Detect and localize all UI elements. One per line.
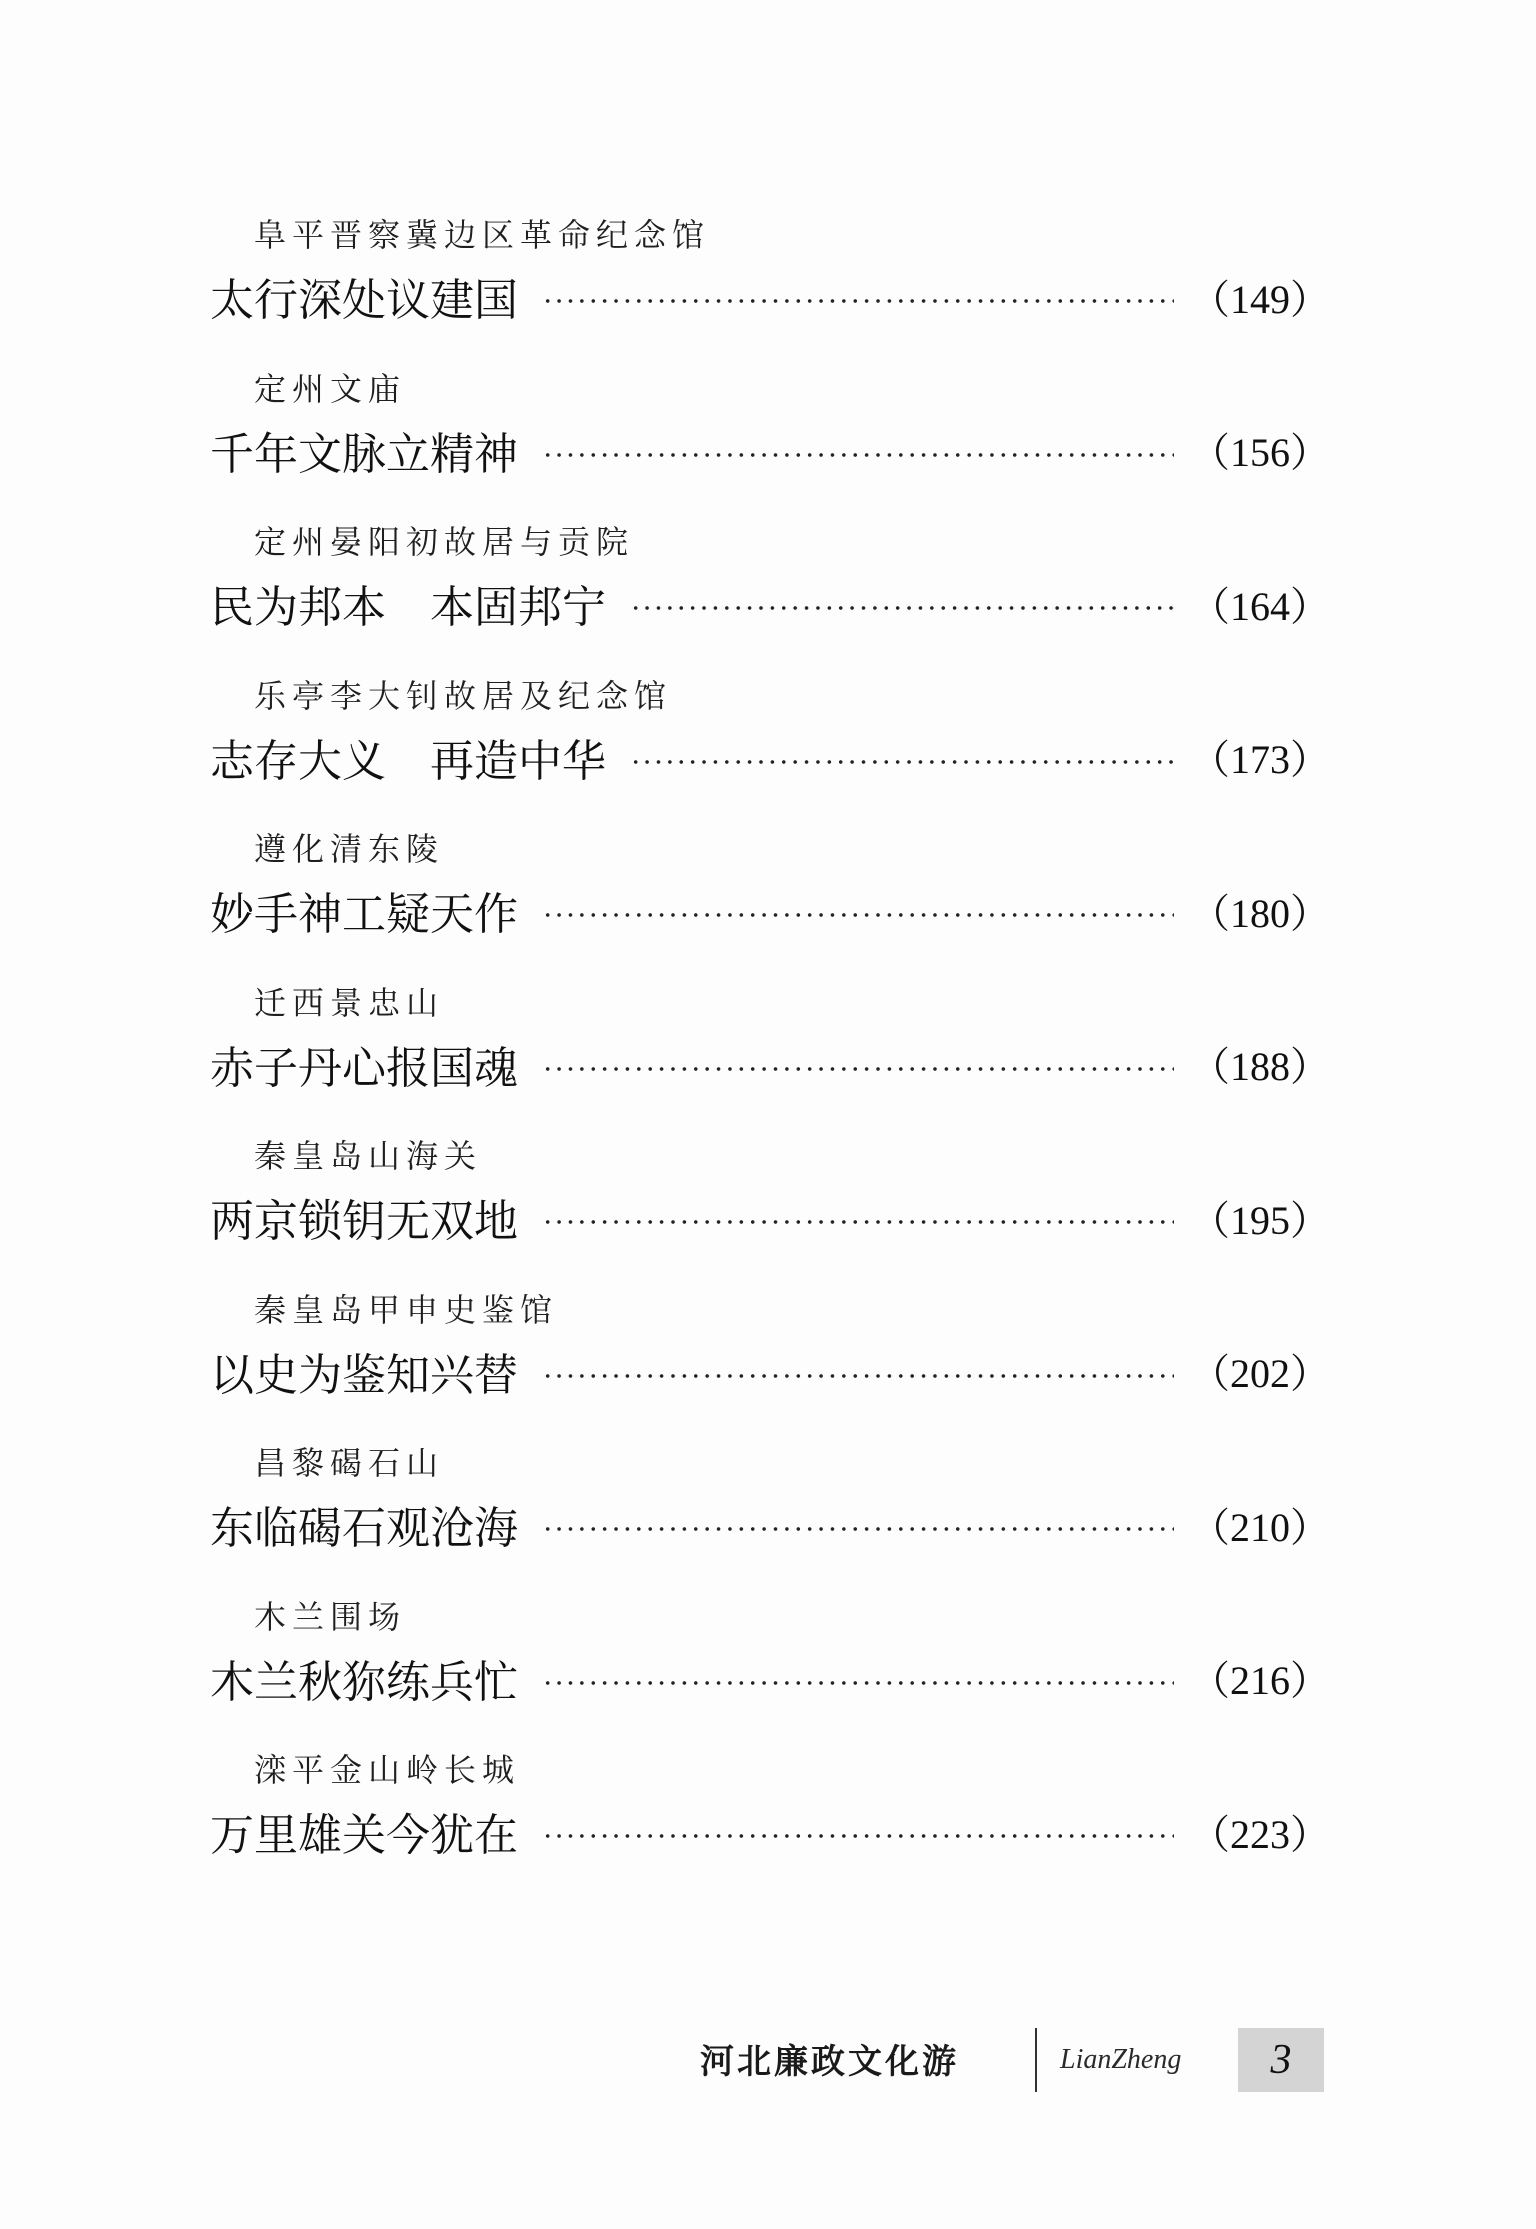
page-footer bbox=[0, 2028, 1536, 2092]
toc-entry[interactable] bbox=[210, 354, 1330, 508]
toc-entry-line bbox=[210, 266, 1330, 326]
toc-entry-location: 定州文庙 bbox=[254, 369, 407, 408]
toc-entry-page: （223） bbox=[1190, 1811, 1330, 1857]
toc-entry-line bbox=[210, 880, 1330, 940]
toc-entry-title: 民为邦本 本固邦宁 bbox=[210, 582, 606, 633]
toc-entry-location: 定州晏阳初故居与贡院 bbox=[254, 523, 635, 561]
toc-entry[interactable] bbox=[210, 200, 1330, 354]
dot-leader bbox=[542, 1220, 1174, 1224]
toc-entry-location: 昌黎碣石山 bbox=[254, 1444, 445, 1482]
toc-entry-title: 赤子丹心报国魂 bbox=[210, 1042, 518, 1094]
toc-entry-line bbox=[210, 1494, 1330, 1554]
dot-leader bbox=[542, 1681, 1174, 1685]
toc-entry[interactable] bbox=[210, 507, 1330, 661]
toc-entry-location: 秦皇岛山海关 bbox=[254, 1137, 483, 1175]
toc-entry-title: 以史为鉴知兴替 bbox=[210, 1349, 518, 1401]
toc-entry-title: 太行深处议建国 bbox=[210, 275, 518, 326]
toc-entry-location: 滦平金山岭长城 bbox=[254, 1751, 521, 1789]
footer-book-title: 河北廉政文化游 bbox=[700, 2042, 959, 2082]
toc-entry-line bbox=[210, 727, 1330, 787]
toc-entry-page: （202） bbox=[1190, 1351, 1330, 1396]
toc-entry-location: 秦皇岛甲申史鉴馆 bbox=[254, 1290, 559, 1329]
dot-leader bbox=[542, 913, 1174, 917]
footer-divider bbox=[1035, 2028, 1037, 2092]
toc-entry-line bbox=[210, 420, 1330, 480]
toc-entry-page: （216） bbox=[1190, 1658, 1330, 1703]
toc-entry-line bbox=[210, 1801, 1330, 1861]
toc-entry[interactable] bbox=[210, 1275, 1330, 1429]
toc-entry-line bbox=[210, 1187, 1330, 1247]
toc-entry-title: 千年文脉立精神 bbox=[210, 428, 518, 480]
toc-entry-page: （156） bbox=[1190, 430, 1330, 475]
toc-entry-page: （210） bbox=[1190, 1504, 1330, 1550]
toc-entry-page: （149） bbox=[1190, 276, 1330, 322]
toc-entry-title: 东临碣石观沧海 bbox=[210, 1503, 518, 1554]
toc-entry-title: 志存大义 再造中华 bbox=[210, 735, 606, 787]
page-number-box bbox=[1238, 2028, 1324, 2092]
toc-entry-page: （195） bbox=[1190, 1197, 1330, 1243]
toc-entry-title: 妙手神工疑天作 bbox=[210, 889, 518, 940]
toc-entry-page: （180） bbox=[1190, 890, 1330, 936]
toc-entry-location: 迁西景忠山 bbox=[254, 983, 445, 1022]
toc-entry[interactable] bbox=[210, 1582, 1330, 1736]
footer-script-text: LianZheng bbox=[1060, 2044, 1182, 2075]
toc-entry-page: （173） bbox=[1190, 737, 1330, 782]
toc-entry[interactable] bbox=[210, 661, 1330, 815]
toc-entry-page: （164） bbox=[1190, 583, 1330, 629]
toc-entry[interactable] bbox=[210, 1735, 1330, 1889]
dot-leader bbox=[542, 1374, 1174, 1378]
toc-entry-line bbox=[210, 573, 1330, 633]
toc-entry[interactable] bbox=[210, 1428, 1330, 1582]
toc-entry-location: 遵化清东陵 bbox=[254, 830, 445, 868]
toc-entry[interactable] bbox=[210, 968, 1330, 1122]
toc-entry-line bbox=[210, 1341, 1330, 1401]
dot-leader bbox=[542, 1834, 1174, 1838]
dot-leader bbox=[630, 606, 1174, 610]
toc-entry[interactable] bbox=[210, 814, 1330, 968]
table-of-contents bbox=[210, 200, 1330, 1889]
dot-leader bbox=[542, 453, 1174, 457]
dot-leader bbox=[542, 299, 1174, 303]
toc-entry[interactable] bbox=[210, 1121, 1330, 1275]
dot-leader bbox=[542, 1527, 1174, 1531]
toc-entry-title: 木兰秋狝练兵忙 bbox=[210, 1656, 518, 1708]
dot-leader bbox=[542, 1067, 1174, 1071]
toc-entry-title: 两京锁钥无双地 bbox=[210, 1196, 518, 1247]
toc-entry-location: 木兰围场 bbox=[254, 1597, 407, 1636]
toc-entry-title: 万里雄关今犹在 bbox=[210, 1810, 518, 1861]
toc-entry-line bbox=[210, 1648, 1330, 1708]
dot-leader bbox=[630, 760, 1174, 764]
toc-entry-location: 阜平晋察冀边区革命纪念馆 bbox=[254, 216, 711, 254]
page-number: 3 bbox=[1270, 2037, 1292, 2083]
toc-entry-line bbox=[210, 1034, 1330, 1094]
toc-entry-location: 乐亭李大钊故居及纪念馆 bbox=[254, 676, 673, 715]
toc-entry-page: （188） bbox=[1190, 1044, 1330, 1089]
